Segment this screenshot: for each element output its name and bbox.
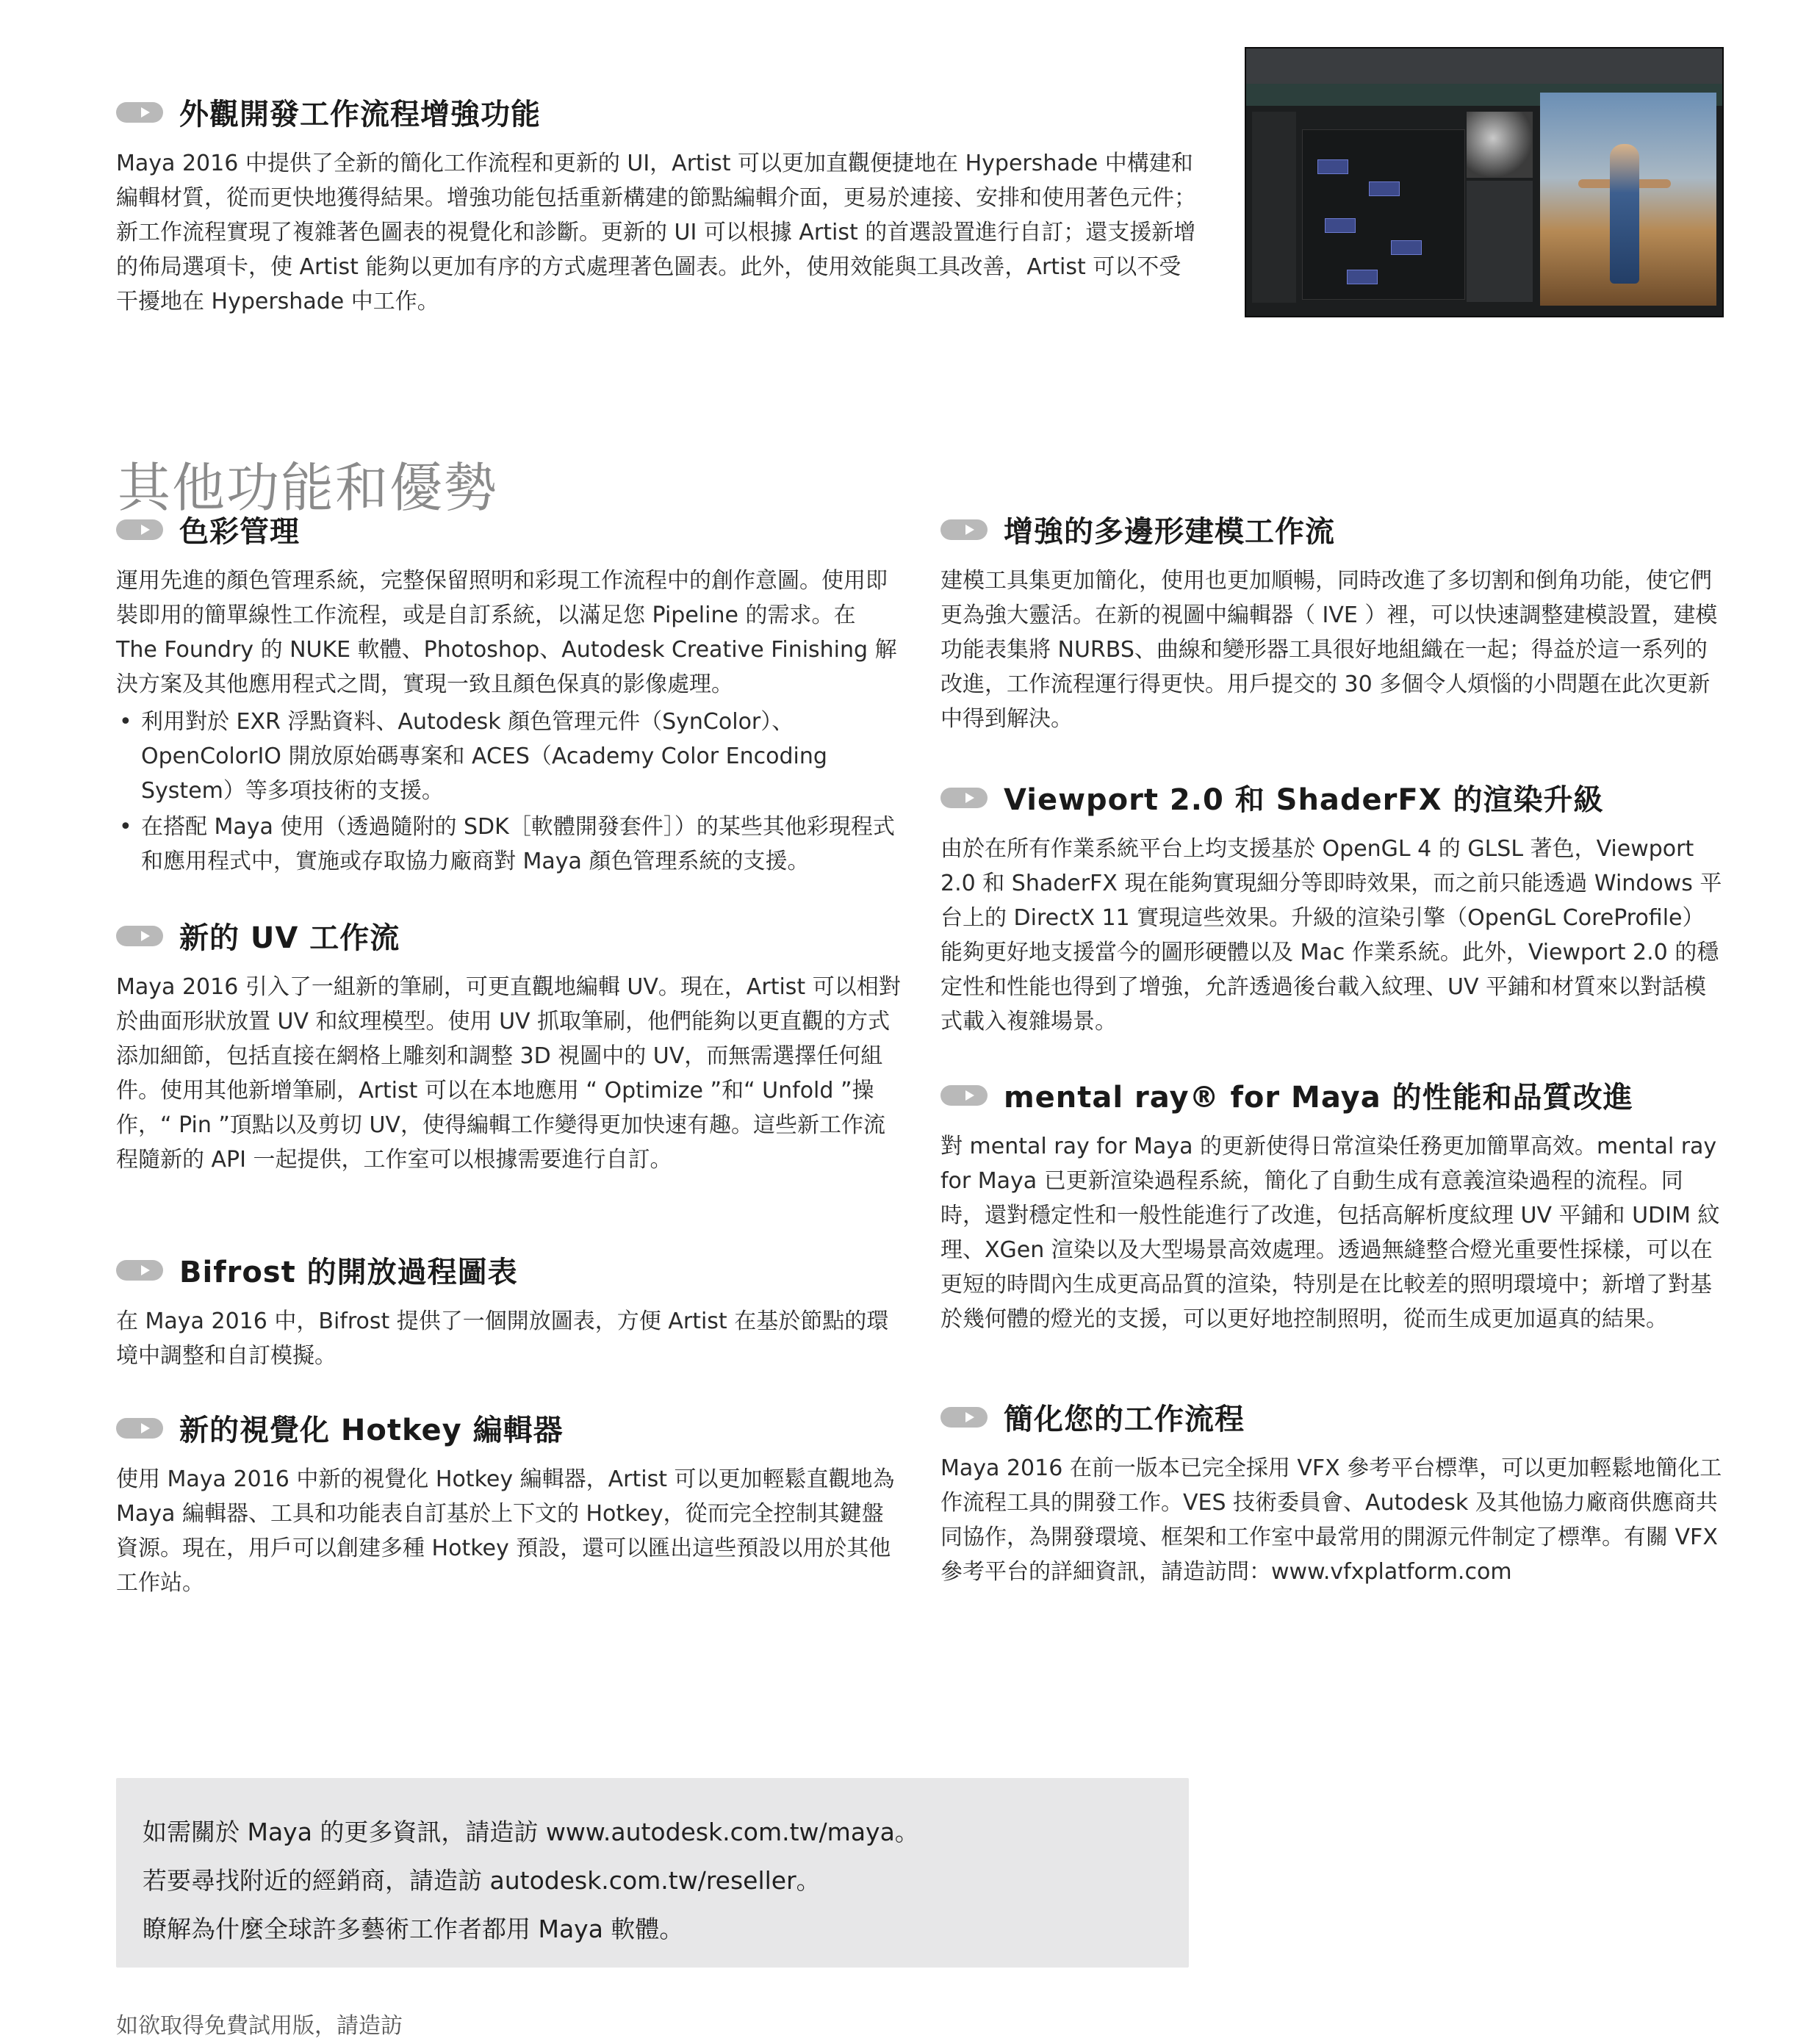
arrow-bullet-icon xyxy=(116,519,163,540)
maya-hypershade-screenshot xyxy=(1245,47,1724,317)
list-item: • 利用對於 EXR 浮點資料、Autodesk 顏色管理元件（SynColor）、OpenColorIO 開放原始碼專案和 ACES（Academy Color Encoding System）等多項技術的支援。 xyxy=(116,705,902,808)
section-heading xyxy=(116,1407,902,1449)
section-color-management xyxy=(116,508,902,879)
arrow-bullet-icon xyxy=(116,926,163,946)
paragraph: Maya 2016 中提供了全新的簡化工作流程和更新的 UI，Artist 可以更加直觀便捷地在 Hypershade 中構建和編輯材質，從而更快地獲得結果。增強功能包括重新構建的節點編輯介面，更易於連接、安排和使用著色元件；新工作流程實現了複雜著色圖表的視覺化和診斷。更新的 UI 可以根據 Artist 的首選設置進行自訂；還支援新增的佈局選項卡，使 Artist 能夠以更加有序的方式處理著色圖表。此外，使用效能與工具改善，Artist 可以不受干擾地在 Hypershade 中工作。 xyxy=(116,151,1196,314)
arrow-bullet-icon xyxy=(116,1418,163,1439)
heading-text: 增強的多邊形建模工作流 xyxy=(1004,515,1335,549)
heading-text: mental ray® for Maya 的性能和品質改進 xyxy=(1004,1081,1633,1115)
page-title: 其他功能和優勢 xyxy=(118,457,499,519)
section-simplify-workflow xyxy=(940,1396,1723,1589)
heading-text: Viewport 2.0 和 ShaderFX 的渲染升級 xyxy=(1004,783,1604,817)
section-viewport xyxy=(940,777,1723,1039)
section-hotkey-editor xyxy=(116,1407,902,1600)
arrow-bullet-icon xyxy=(940,788,988,808)
heading-text: 外觀開發工作流程增強功能 xyxy=(179,98,541,132)
paragraph: 在 Maya 2016 中，Bifrost 提供了一個開放圖表，方便 Artist 在基於節點的環境中調整和自訂模擬。 xyxy=(116,1309,889,1369)
paragraph: 由於在所有作業系統平台上均支援基於 OpenGL 4 的 GLSL 著色，Viewport 2.0 和 ShaderFX 現在能夠實現細分等即時效果，而之前只能透過 Windows 平台上的 DirectX 11 實現這些效果。升級的渲染引擎（OpenGL CoreProfile）能夠更好地支援當今的圖形硬體以及 Mac 作業系統。此外，Viewport 2.0 的穩定性和性能也得到了增強，允許透過後台載入紋理、UV 平鋪和材質來以對話模式載入複雜場景。 xyxy=(940,836,1722,1034)
arrow-bullet-icon xyxy=(940,519,988,540)
heading-text: 新的視覺化 Hotkey 編輯器 xyxy=(179,1414,564,1447)
bullet-list xyxy=(116,705,902,879)
section-heading xyxy=(116,915,902,957)
heading-text: 色彩管理 xyxy=(179,515,300,549)
section-heading xyxy=(940,508,1723,550)
section-mental-ray xyxy=(940,1074,1723,1336)
heading-text: 新的 UV 工作流 xyxy=(179,921,400,955)
paragraph: Maya 2016 引入了一組新的筆刷，可更直觀地編輯 UV。現在，Artist 可以相對於曲面形狀放置 UV 和紋理模型。使用 UV 抓取筆刷，他們能夠以更直觀的方式添加細節，包括直接在網格上雕刻和調整 3D 視圖中的 UV，而無需選擇任何組件。使用其他新增筆刷，Artist 可以在本地應用 “ Optimize ”和“ Unfold ”操作，“ Pin ”頂點以及剪切 UV，使得編輯工作變得更加快速有趣。這些新工作流程隨新的 API 一起提供，工作室可以根據需要進行自訂。 xyxy=(116,974,901,1173)
paragraph: 使用 Maya 2016 中新的視覺化 Hotkey 編輯器，Artist 可以更加輕鬆直觀地為 Maya 編輯器、工具和功能表自訂基於上下文的 Hotkey，從而完全控制其鍵盤資源。現在，用戶可以創建多種 Hotkey 預設，還可以匯出這些預設以用於其他工作站。 xyxy=(116,1466,895,1596)
info-line-reseller: 若要尋找附近的經銷商，請造訪 autodesk.com.tw/reseller。 xyxy=(143,1866,821,1895)
section-heading xyxy=(116,508,902,550)
section-uv-workflow xyxy=(116,915,902,1177)
info-line-more-info: 如需關於 Maya 的更多資訊，請造訪 www.autodesk.com.tw/maya。 xyxy=(143,1818,919,1846)
list-item: • 在搭配 Maya 使用（透過隨附的 SDK［軟體開發套件］）的某些其他彩現程式和應用程式中，實施或存取協力廠商對 Maya 顏色管理系統的支援。 xyxy=(116,810,902,879)
info-line-why-maya: 瞭解為什麼全球許多藝術工作者都用 Maya 軟體。 xyxy=(143,1915,684,1943)
paragraph: Maya 2016 在前一版本已完全採用 VFX 參考平台標準，可以更加輕鬆地簡化工作流程工具的開發工作。VES 技術委員會、Autodesk 及其他協力廠商供應商共同協作，為開發環境、框架和工作室中最常用的開源元件制定了標準。有關 VFX 參考平台的詳細資訊，請造訪問：www.vfxplatform.com xyxy=(940,1455,1722,1585)
section-heading xyxy=(940,1396,1723,1438)
section-bifrost xyxy=(116,1249,902,1373)
section-look-dev xyxy=(116,91,1204,319)
paragraph: 對 mental ray for Maya 的更新使得日常渲染任務更加簡單高效。mental ray for Maya 已更新渲染過程系統，簡化了自動生成有意義渲染過程的流程。同時，還對穩定性和一般性能進行了改進，包括高解析度紋理 UV 平鋪和 UDIM 紋理、XGen 渲染以及大型場景高效處理。透過無縫整合燈光重要性採樣，可以在更短的時間內生成更高品質的渲染，特別是在比較差的照明環境中；新增了對基於幾何體的燈光的支援，可以更好地控制照明，從而生成更加逼真的結果。 xyxy=(940,1134,1720,1332)
paragraph: 建模工具集更加簡化，使用也更加順暢，同時改進了多切割和倒角功能，使它們更為強大靈活。在新的視圖中編輯器（ IVE ）裡，可以快速調整建模設置，建模功能表集將 NURBS、曲線和變形器工具很好地組織在一起；得益於這一系列的改進，工作流程運行得更快。用戶提交的 30 多個令人煩惱的小問題在此次更新中得到解決。 xyxy=(940,568,1718,732)
cut-off-text: 如欲取得免費試用版，請造訪 xyxy=(116,2013,403,2039)
arrow-bullet-icon xyxy=(116,102,163,123)
section-heading xyxy=(940,1074,1723,1116)
arrow-bullet-icon xyxy=(940,1085,988,1106)
heading-text: Bifrost 的開放過程圖表 xyxy=(179,1256,518,1289)
heading-text: 簡化您的工作流程 xyxy=(1004,1403,1245,1436)
section-polygon-modeling xyxy=(940,508,1723,736)
arrow-bullet-icon xyxy=(940,1407,988,1428)
section-heading xyxy=(940,777,1723,818)
section-heading xyxy=(116,91,1204,133)
paragraph: 運用先進的顏色管理系統，完整保留照明和彩現工作流程中的創作意圖。使用即裝即用的簡單線性工作流程，或是自訂系統，以滿足您 Pipeline 的需求。在 The Foundry 的 NUKE 軟體、Photoshop、Autodesk Creative Finishing 解決方案及其他應用程式之間，實現一致且顏色保真的影像處理。 xyxy=(116,568,897,697)
info-box xyxy=(116,1778,1189,1968)
section-heading xyxy=(116,1249,902,1291)
arrow-bullet-icon xyxy=(116,1260,163,1281)
